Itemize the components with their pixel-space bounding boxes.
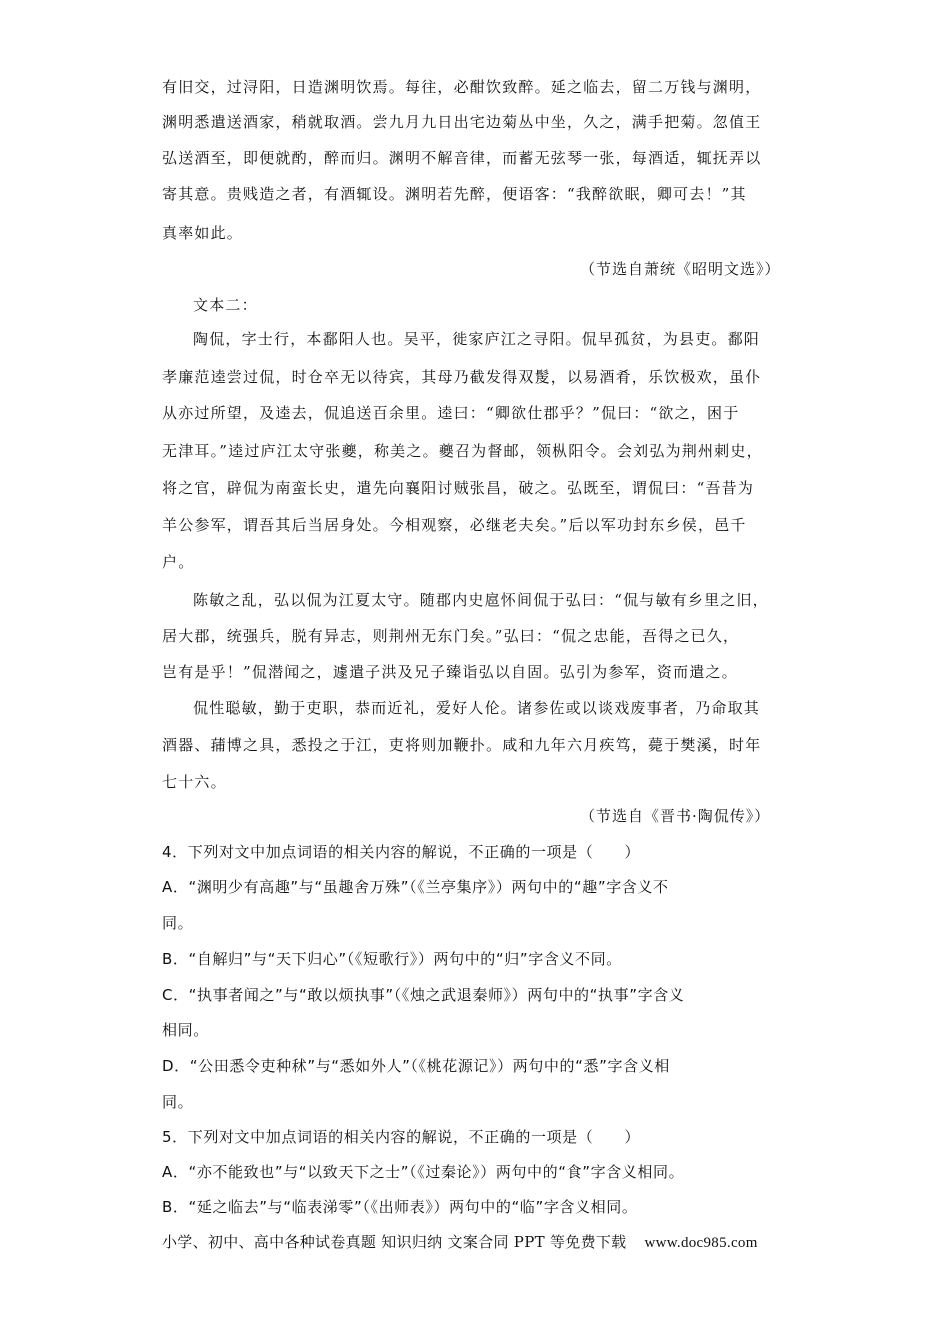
text1-line: 真率如此。 <box>162 224 244 242</box>
question-4-stem: 4．下列对文中加点词语的相关内容的解说，不正确的一项是（ ） <box>162 843 641 861</box>
text2-line: 居大郡，统强兵，脱有异志，则荆州无东门矣。”弘曰：“侃之忠能，吾得之已久， <box>162 627 740 645</box>
question-4-option: 相同。 <box>162 1021 209 1039</box>
text1-source: （节选自萧统《昭明文选》） <box>580 260 781 278</box>
text2-line: 陶侃，字士行，本鄱阳人也。吴平，徙家庐江之寻阳。侃早孤贫，为县吏。鄱阳 <box>193 330 761 348</box>
text2-line: 从亦过所望，及逵去，侃追送百余里。逵曰：“卿欲仕郡乎？”侃曰：“欲之，困于 <box>162 404 740 422</box>
text2-line: 将之官，辟侃为南蛮长史，遣先向襄阳讨贼张昌，破之。弘既至，谓侃曰：“吾昔为 <box>162 479 755 497</box>
question-4-option: 同。 <box>162 914 194 932</box>
text2-source: （节选自《晋书·陶侃传》） <box>580 807 771 825</box>
text2-line: 无津耳。”逵过庐江太守张夔，称美之。夔召为督邮，领枞阳令。会刘弘为荆州刺史， <box>162 442 763 460</box>
footer-text: 小学、初中、高中各种试卷真题 知识归纳 文案合同 PPT 等免费下载 <box>162 1233 627 1251</box>
text2-line: 户。 <box>162 553 195 571</box>
question-5-stem: 5．下列对文中加点词语的相关内容的解说，不正确的一项是（ ） <box>162 1128 641 1146</box>
question-4-option: D．“公田悉令吏种秫”与“悉如外人”（《桃花源记》）两句中的“悉”字含义相 <box>162 1057 670 1075</box>
text2-line: 侃性聪敏，勤于吏职，恭而近礼，爱好人伦。诸参佐或以谈戏废事者，乃命取其 <box>193 699 761 717</box>
text2-line: 孝廉范逵尝过侃，时仓卒无以待宾，其母乃截发得双髲，以易酒肴，乐饮极欢，虽仆 <box>162 368 762 386</box>
text1-line: 有旧交，过浔阳，日造渊明饮焉。每往，必酣饮致醉。延之临去，留二万钱与渊明， <box>162 78 762 96</box>
text1-line: 渊明悉遣送酒家，稍就取酒。尝九月九日出宅边菊丛中坐，久之，满手把菊。忽值王 <box>162 113 762 131</box>
text2-line: 酒器、蒱博之具，悉投之于江，吏将则加鞭扑。咸和九年六月疾笃，薨于樊溪，时年 <box>162 736 762 754</box>
question-4-option: B．“自解归”与“天下归心”（《短歌行》）两句中的“归”字含义不同。 <box>162 950 622 968</box>
question-5-option: A．“亦不能致也”与“以致天下之士”（《过秦论》）两句中的“食”字含义相同。 <box>162 1163 685 1181</box>
text1-line: 弘送酒至，即便就酌，醉而归。渊明不解音律，而蓄无弦琴一张，每酒适，辄抚弄以 <box>162 149 762 167</box>
text2-line: 陈敏之乱，弘以侃为江夏太守。随郡内史扈怀间侃于弘曰：“侃与敏有乡里之旧， <box>193 591 769 609</box>
text2-heading: 文本二： <box>193 296 258 314</box>
text2-line: 岂有是乎！”侃潜闻之，遽遣子洪及兄子臻诣弘以自固。弘引为参军，资而遣之。 <box>162 663 738 681</box>
text2-line: 七十六。 <box>162 773 227 791</box>
text1-line: 寄其意。贵贱造之者，有酒辄设。渊明若先醉，便语客：“我醉欲眠，卿可去！”其 <box>162 185 747 203</box>
question-5-option: B．“延之临去”与“临表涕零”（《出师表》）两句中的“临”字含义相同。 <box>162 1198 638 1216</box>
question-4-option: A．“渊明少有高趣”与“虽趣舍万殊”（《兰亭集序》）两句中的“趣”字含义不 <box>162 878 669 896</box>
page-footer <box>162 1231 758 1254</box>
question-4-option: 同。 <box>162 1093 194 1111</box>
text2-line: 羊公参军，谓吾其后当居身处。今相观察，必继老夫矣。”后以军功封东乡侯，邑千 <box>162 516 747 534</box>
footer-url[interactable]: www.doc985.com <box>644 1235 758 1251</box>
question-4-option: C．“执事者闻之”与“敢以烦执事”（《烛之武退秦师》）两句中的“执事”字含义 <box>162 986 685 1004</box>
